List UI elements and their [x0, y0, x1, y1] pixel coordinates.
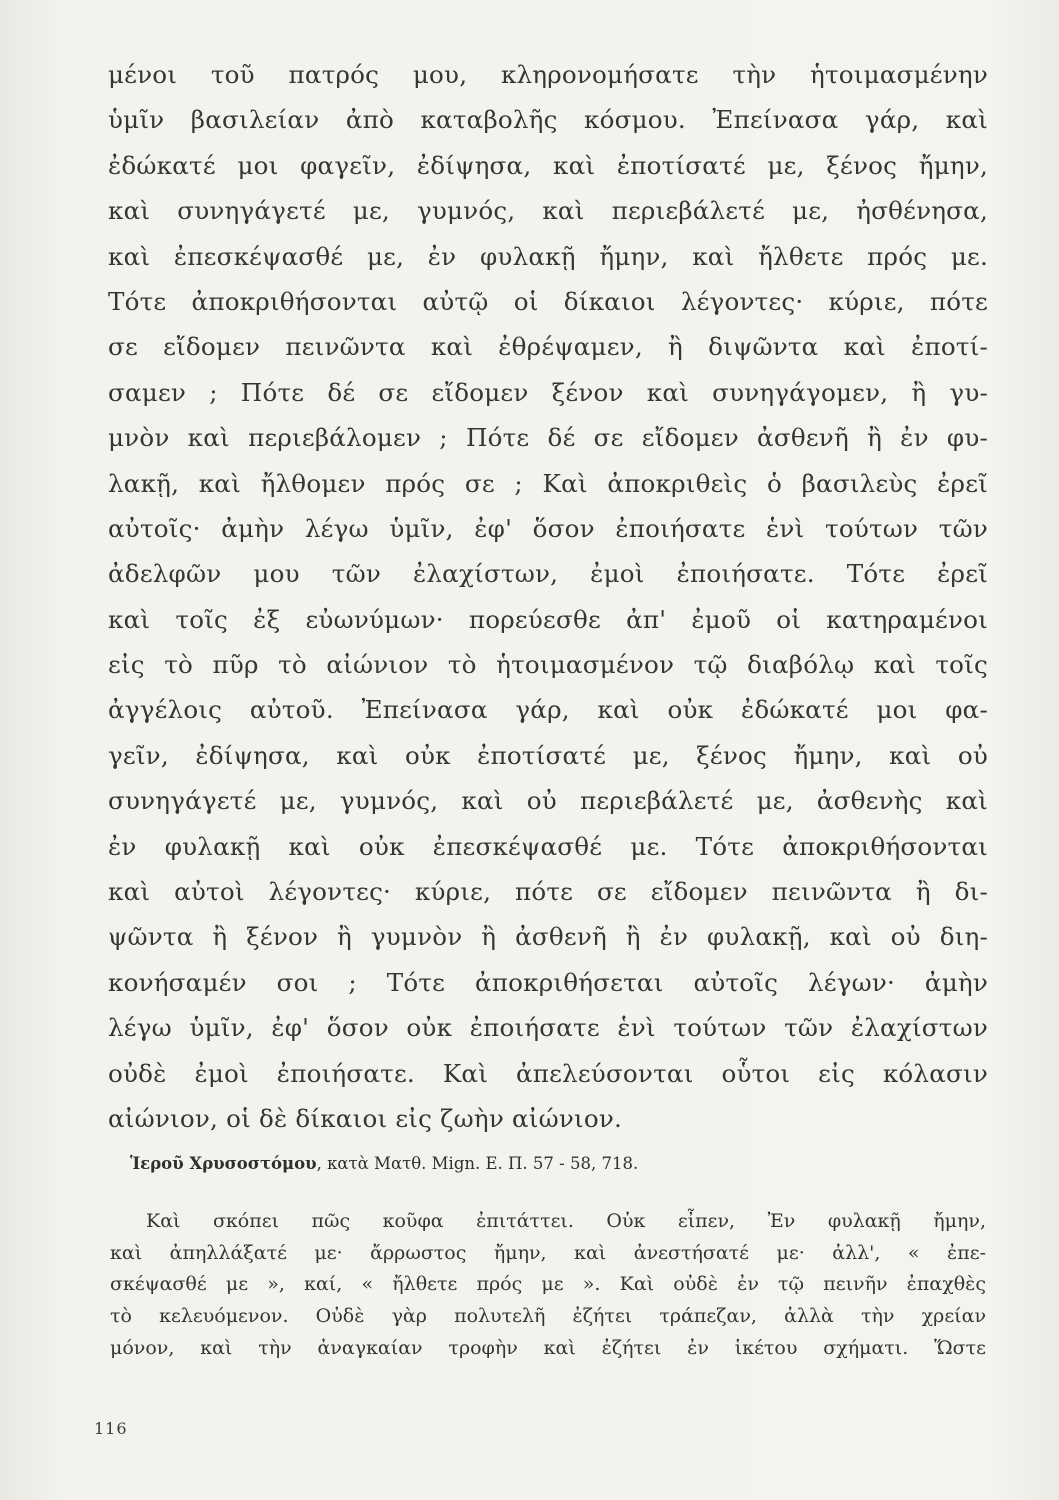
- text-line: ἀδελφῶν μου τῶν ἐλαχίστων, ἐμοὶ ἐποιήσατε. Τότε ἐρεῖ: [108, 559, 988, 589]
- text-line: καὶ τοῖς ἐξ εὐωνύμων· πορεύεσθε ἀπ' ἐμοῦ οἱ κατηραμένοι: [108, 604, 988, 634]
- text-line: ἐδώκατέ μοι φαγεῖν, ἐδίψησα, καὶ ἐποτίσατέ με, ξένος ἤμην,: [108, 150, 988, 180]
- text-line: αἰώνιον, οἱ δὲ δίκαιοι εἰς ζωὴν αἰώνιον.: [108, 1103, 623, 1133]
- commentary-line: σκέψασθέ με », καί, « ἤλθετε πρός με ». Καὶ οὐδὲ ἐν τῷ πεινῆν ἐπαχθὲς: [110, 1273, 986, 1296]
- commentary-line: καὶ ἀπηλλάξατέ με· ἄρρωστος ἤμην, καὶ ἀνεστήσατέ με· ἀλλ', « ἐπε-: [110, 1241, 986, 1264]
- text-line: εἰς τὸ πῦρ τὸ αἰώνιον τὸ ἡτοιμασμένον τῷ διαβόλῳ καὶ τοῖς: [108, 650, 988, 680]
- page-number: 116: [94, 1419, 128, 1438]
- text-line: Τότε ἀποκριθήσονται αὐτῷ οἱ δίκαιοι λέγοντες· κύριε, πότε: [108, 286, 988, 316]
- text-line: καὶ αὐτοὶ λέγοντες· κύριε, πότε σε εἴδομεν πεινῶντα ἢ δι-: [108, 877, 988, 907]
- text-line: οὐδὲ ἐμοὶ ἐποιήσατε. Καὶ ἀπελεύσονται οὗτοι εἰς κόλασιν: [108, 1058, 988, 1088]
- text-line: ὑμῖν βασιλείαν ἀπὸ καταβολῆς κόσμου. Ἐπείνασα γάρ, καὶ: [108, 105, 988, 135]
- text-line: μνὸν καὶ περιεβάλομεν ; Πότε δέ σε εἴδομεν ἀσθενῆ ἢ ἐν φυ-: [108, 423, 988, 453]
- text-line: ψῶντα ἢ ξένον ἢ γυμνὸν ἢ ἀσθενῆ ἢ ἐν φυλακῇ, καὶ οὐ διη-: [108, 922, 988, 952]
- text-line: αὐτοῖς· ἀμὴν λέγω ὑμῖν, ἐφ' ὅσον ἐποιήσατε ἑνὶ τούτων τῶν: [108, 513, 988, 543]
- text-line: μένοι τοῦ πατρός μου, κληρονομήσατε τὴν ἡτοιμασμένην: [108, 60, 988, 89]
- text-line: λακῇ, καὶ ἤλθομεν πρός σε ; Καὶ ἀποκριθεὶς ὁ βασιλεὺς ἐρεῖ: [108, 468, 988, 498]
- scripture-passage: [108, 52, 988, 1141]
- text-line: ἀγγέλοις αὐτοῦ. Ἐπείνασα γάρ, καὶ οὐκ ἐδώκατέ μοι φα-: [108, 695, 988, 725]
- source-citation: [130, 1151, 990, 1177]
- text-line: συνηγάγετέ με, γυμνός, καὶ οὐ περιεβάλετέ με, ἀσθενὴς καὶ: [108, 786, 988, 816]
- text-line: ἐν φυλακῇ καὶ οὐκ ἐπεσκέψασθέ με. Τότε ἀποκριθήσονται: [108, 831, 988, 861]
- commentary-passage: [110, 1206, 986, 1364]
- text-line: καὶ συνηγάγετέ με, γυμνός, καὶ περιεβάλετέ με, ἠσθένησα,: [108, 196, 988, 226]
- text-line: σε εἴδομεν πεινῶντα καὶ ἐθρέψαμεν, ἢ διψῶντα καὶ ἐποτί-: [108, 332, 988, 362]
- commentary-line: μόνον, καὶ τὴν ἀναγκαίαν τροφὴν καὶ ἐζήτει ἐν ἱκέτου σχήματι. Ὥστε: [110, 1336, 986, 1359]
- text-line: καὶ ἐπεσκέψασθέ με, ἐν φυλακῇ ἤμην, καὶ ἤλθετε πρός με.: [108, 241, 988, 271]
- commentary-line: τὸ κελευόμενον. Οὐδὲ γὰρ πολυτελῆ ἐζήτει τράπεζαν, ἀλλὰ τὴν χρείαν: [110, 1305, 986, 1328]
- text-line: σαμεν ; Πότε δέ σε εἴδομεν ξένον καὶ συνηγάγομεν, ἢ γυ-: [108, 377, 988, 407]
- commentary-line: Καὶ σκόπει πῶς κοῦφα ἐπιτάττει. Οὐκ εἶπεν, Ἐν φυλακῇ ἤμην,: [146, 1210, 986, 1232]
- text-line: λέγω ὑμῖν, ἐφ' ὅσον οὐκ ἐποιήσατε ἑνὶ τούτων τῶν ἐλαχίστων: [108, 1013, 988, 1043]
- citation-reference: , κατὰ Ματθ. Mign. Ε. Π. 57 - 58, 718.: [316, 1154, 639, 1173]
- text-line: κονήσαμέν σοι ; Τότε ἀποκριθήσεται αὐτοῖς λέγων· ἀμὴν: [108, 967, 988, 997]
- text-line: γεῖν, ἐδίψησα, καὶ οὐκ ἐποτίσατέ με, ξένος ἤμην, καὶ οὐ: [108, 740, 988, 770]
- citation-author: Ἱεροῦ Χρυσοστόμου: [130, 1154, 317, 1173]
